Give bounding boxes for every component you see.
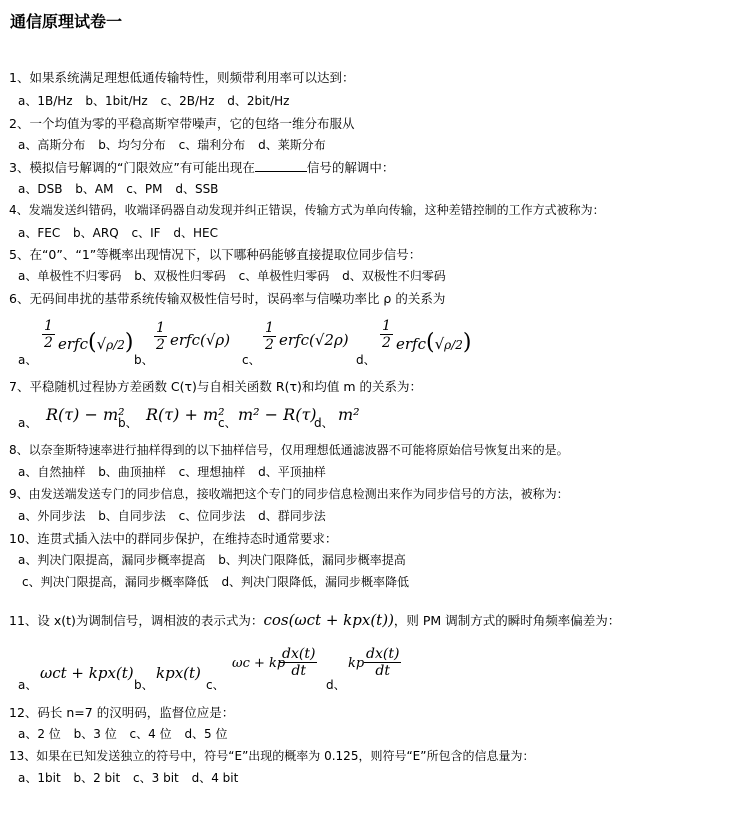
option-c: c、瑞利分布	[178, 138, 246, 152]
formula-b: R(τ) + m²	[146, 405, 225, 424]
formula-half: $\frac{1}{2}$	[382, 318, 391, 351]
option-c-label: c、	[242, 353, 261, 367]
question-5: 5、在“0”、“1”等概率出现情况下，以下哪种码能够直接提取位同步信号：	[9, 247, 422, 262]
question-5-options	[18, 267, 455, 284]
option-b: b、判决门限降低，漏同步概率提高	[218, 553, 406, 567]
option-c: c、IF	[131, 226, 161, 240]
option-a: a、判决门限提高，漏同步概率提高	[18, 553, 206, 567]
option-a: a、1B/Hz	[18, 94, 73, 108]
answer-blank	[255, 161, 307, 172]
option-b-label: b、	[134, 678, 154, 692]
question-2: 2、一个均值为零的平稳高斯窄带噪声，它的包络一维分布服从	[9, 116, 355, 131]
question-4: 4、发端发送纠错码，收端译码器自动发现并纠正错误，传输方式为单向传输，这种差错控制的工作方式被称为：	[9, 203, 605, 217]
page-title: 通信原理试卷一	[10, 12, 123, 31]
option-c: c、单极性归零码	[238, 269, 330, 283]
option-d: d、平顶抽样	[258, 465, 326, 479]
option-c: c、4 位	[129, 727, 172, 741]
option-b: b、双极性归零码	[134, 269, 226, 283]
option-d: d、判决门限降低，漏同步概率降低	[221, 575, 410, 589]
option-d: d、SSB	[175, 182, 219, 196]
question-11-text-after: ，则 PM 调制方式的瞬时角频率偏差为：	[393, 613, 621, 628]
option-a: a、高斯分布	[18, 138, 86, 152]
formula-d: m²	[338, 405, 360, 424]
question-13-options	[18, 769, 247, 786]
option-b: b、曲顶抽样	[98, 465, 166, 479]
option-a-label: a、	[18, 353, 38, 367]
question-8: 8、以奈奎斯特速率进行抽样得到的以下抽样信号，仅用理想低通滤波器不可能将原始信号恢复出来的是。	[9, 443, 569, 457]
formula-d-prefix: kp	[348, 656, 365, 671]
question-2-options	[18, 136, 335, 153]
option-c: c、理想抽样	[178, 465, 246, 479]
option-b-label: b、	[118, 416, 138, 430]
option-a: a、外同步法	[18, 509, 86, 523]
formula-half: $\frac{1}{2}$	[265, 320, 274, 353]
formula-derivative: $\frac{dx(t)}{dt}$	[366, 646, 400, 679]
option-d: d、4 bit	[191, 771, 239, 785]
question-11	[9, 611, 620, 629]
option-a-label: a、	[18, 678, 38, 692]
question-9-options	[18, 507, 335, 524]
question-4-options	[18, 224, 227, 241]
formula-erfc: erfc(√ρ/2)	[58, 330, 134, 355]
question-3-text-after: 信号的解调中：	[306, 160, 395, 175]
option-a: a、自然抽样	[18, 465, 86, 479]
question-1: 1、如果系统满足理想低通传输特性，则频带利用率可以达到：	[9, 70, 355, 85]
option-a: a、1bit	[18, 771, 61, 785]
option-d: d、双极性不归零码	[342, 269, 446, 283]
option-c: c、PM	[126, 182, 163, 196]
question-3	[9, 158, 394, 176]
option-a: a、FEC	[18, 226, 61, 240]
formula-pm-wave: cos(ωct + kpx(t))	[263, 611, 394, 629]
option-b: b、自同步法	[98, 509, 166, 523]
question-3-options	[18, 180, 227, 197]
question-10: 10、连贯式插入法中的群同步保护，在维持态时通常要求：	[9, 531, 338, 546]
option-c: c、位同步法	[178, 509, 246, 523]
option-d: d、5 位	[184, 727, 228, 741]
formula-a: R(τ) − m²	[46, 405, 125, 424]
question-9: 9、由发送端发送专门的同步信息，接收端把这个专门的同步信息检测出来作为同步信号的方法，被称为：	[9, 487, 569, 501]
formula-c: m² − R(τ)	[238, 405, 317, 424]
option-c: c、判决门限提高，漏同步概率降低	[22, 575, 209, 589]
formula-derivative: $\frac{dx(t)}{dt}$	[282, 646, 316, 679]
formula-b: kpx(t)	[156, 664, 201, 682]
option-c-label: c、	[206, 678, 225, 692]
option-b: b、3 位	[73, 727, 117, 741]
question-10-options-row2	[22, 573, 418, 590]
option-b: b、ARQ	[73, 226, 119, 240]
option-a-label: a、	[18, 416, 38, 430]
question-1-options	[18, 92, 298, 109]
option-a: a、2 位	[18, 727, 61, 741]
option-d-label: d、	[314, 416, 334, 430]
question-8-options	[18, 463, 335, 480]
question-3-text-before: 3、模拟信号解调的“门限效应”有可能出现在	[9, 160, 255, 175]
option-c: c、3 bit	[133, 771, 179, 785]
option-a: a、DSB	[18, 182, 63, 196]
formula-a: ωct + kpx(t)	[40, 664, 134, 682]
option-b: b、均匀分布	[98, 138, 166, 152]
formula-c-prefix: ωc + kp	[232, 656, 286, 671]
option-d: d、2bit/Hz	[227, 94, 290, 108]
question-11-text-before: 11、设 x(t)为调制信号，调相波的表示式为：	[9, 613, 264, 628]
option-b-label: b、	[134, 353, 154, 367]
option-b: b、AM	[75, 182, 114, 196]
formula-erfc: erfc(√ρ/2)	[396, 330, 472, 355]
option-b: b、1bit/Hz	[85, 94, 148, 108]
question-12: 12、码长 n=7 的汉明码，监督位应是：	[9, 705, 235, 720]
option-d: d、HEC	[173, 226, 218, 240]
option-d-label: d、	[356, 353, 376, 367]
option-c: c、2B/Hz	[160, 94, 215, 108]
question-7: 7、平稳随机过程协方差函数 C(τ)与自相关函数 R(τ)和均值 m 的关系为：	[9, 379, 422, 394]
question-13: 13、如果在已知发送独立的符号中，符号“E”出现的概率为 0.125，则符号“E”所包含的信息量为：	[9, 749, 535, 763]
question-10-options-row1	[18, 551, 415, 568]
question-12-options	[18, 725, 237, 742]
option-c-label: c、	[218, 416, 237, 430]
option-d: d、莱斯分布	[258, 138, 326, 152]
formula-erfc: erfc(√2ρ)	[279, 331, 349, 349]
formula-half: $\frac{1}{2}$	[44, 318, 53, 351]
option-d: d、群同步法	[258, 509, 326, 523]
option-b: b、2 bit	[73, 771, 121, 785]
formula-half: $\frac{1}{2}$	[156, 320, 165, 353]
option-d-label: d、	[326, 678, 346, 692]
option-a: a、单极性不归零码	[18, 269, 122, 283]
formula-erfc: erfc(√ρ)	[170, 331, 231, 349]
question-6: 6、无码间串扰的基带系统传输双极性信号时，误码率与信噪功率比 ρ 的关系为	[9, 291, 446, 306]
